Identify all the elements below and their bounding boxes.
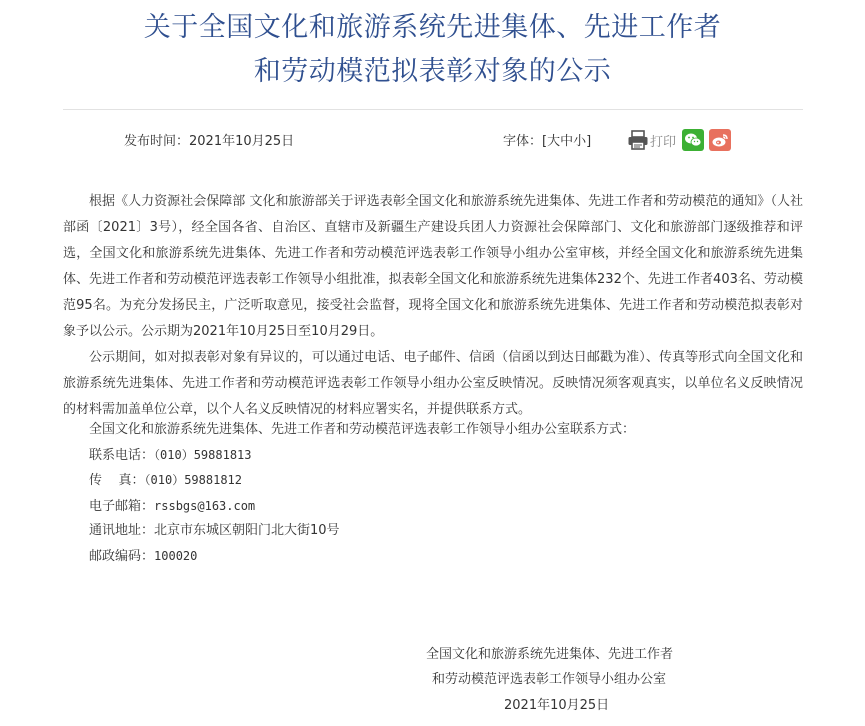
fax-value: （010）59881812 — [144, 473, 243, 487]
page-title-line-1: 关于全国文化和旅游系统先进集体、先进工作者 — [143, 12, 722, 43]
contact-postcode — [89, 543, 197, 570]
title-divider — [63, 109, 803, 110]
paragraph-2: 公示期间，如对拟表彰对象有异议的，可以通过电话、电子邮件、信函（信函以到达日邮戳为准）、传真等形式向全国文化和旅游系统先进集体、先进工作者和劳动模范评选表彰工作领导小组办公室反映情况。反映情况须客观真实，以单位名义反映情况的材料需加盖单位公章，以个人名义反映情况的材料应署实名，并提供联系方式。 — [63, 350, 803, 417]
article-tools — [627, 127, 736, 153]
publish-time — [124, 132, 294, 152]
contact-email — [89, 493, 255, 520]
signature-date: 2021年10月25日 — [504, 698, 610, 713]
email-label: 电子邮箱： — [89, 499, 155, 514]
contact-fax — [89, 467, 242, 494]
paragraph-1: 根据《人力资源社会保障部 文化和旅游部关于评选表彰全国文化和旅游系统先进集体、先进工作者和劳动模范的通知》（人社部函〔2021〕3号），经全国各省、自治区、直辖市及新疆生产建设兵团人力资源社会保障部门、文化和旅游部门逐级推荐和评选，全国文化和旅游系统先进集体、先进工作者和劳动模范评选表彰工作领导小组办公室审核，并经全国文化和旅游系统先进集体、先进工作者和劳动模范评选表彰工作领导小组批准，拟表彰全国文化和旅游系统先进集体232个、先进工作者403名、劳动模范95名。为充分发扬民主，广泛听取意见，接受社会监督，现将全国文化和旅游系统先进集体、先进工作者和劳动模范拟表彰对象予以公示。公示期为2021年10月25日至10月29日。 — [63, 194, 803, 339]
signature-line-2: 和劳动模范评选表彰工作领导小组办公室 — [432, 672, 667, 687]
font-bracket-close: ] — [586, 134, 592, 149]
weibo-icon[interactable] — [709, 129, 731, 151]
email-value: rssbgs@163.com — [154, 499, 256, 513]
signature-line-1: 全国文化和旅游系统先进集体、先进工作者 — [426, 647, 674, 662]
address-value: 北京市东城区朝阳门北大街10号 — [154, 523, 340, 538]
phone-value: （010）59881813 — [154, 448, 252, 462]
contact-address — [89, 518, 340, 544]
font-size-medium-button[interactable]: 中 — [560, 134, 574, 149]
font-size-selector — [503, 132, 591, 152]
font-bracket-open: [ — [542, 134, 548, 149]
postcode-label: 邮政编码： — [89, 549, 155, 564]
print-link[interactable]: 打印 — [650, 134, 677, 150]
postcode-value: 100020 — [154, 549, 198, 563]
font-size-small-button[interactable]: 小 — [573, 134, 587, 149]
publish-date: 2021年10月25日 — [189, 134, 295, 149]
publish-time-label: 发布时间： — [124, 134, 190, 149]
address-label: 通讯地址： — [89, 523, 155, 538]
font-size-label: 字体： — [503, 134, 543, 149]
printer-icon[interactable] — [627, 129, 649, 151]
phone-label: 联系电话： — [89, 448, 155, 463]
page-title-line-2: 和劳动模范拟表彰对象的公示 — [253, 56, 612, 87]
article-body — [63, 189, 803, 423]
contact-heading: 全国文化和旅游系统先进集体、先进工作者和劳动模范评选表彰工作领导小组办公室联系方式： — [89, 422, 636, 437]
font-size-large-button[interactable]: 大 — [547, 134, 561, 149]
contact-phone — [89, 442, 252, 469]
wechat-icon[interactable] — [682, 129, 704, 151]
fax-label: 传 真： — [89, 473, 145, 488]
